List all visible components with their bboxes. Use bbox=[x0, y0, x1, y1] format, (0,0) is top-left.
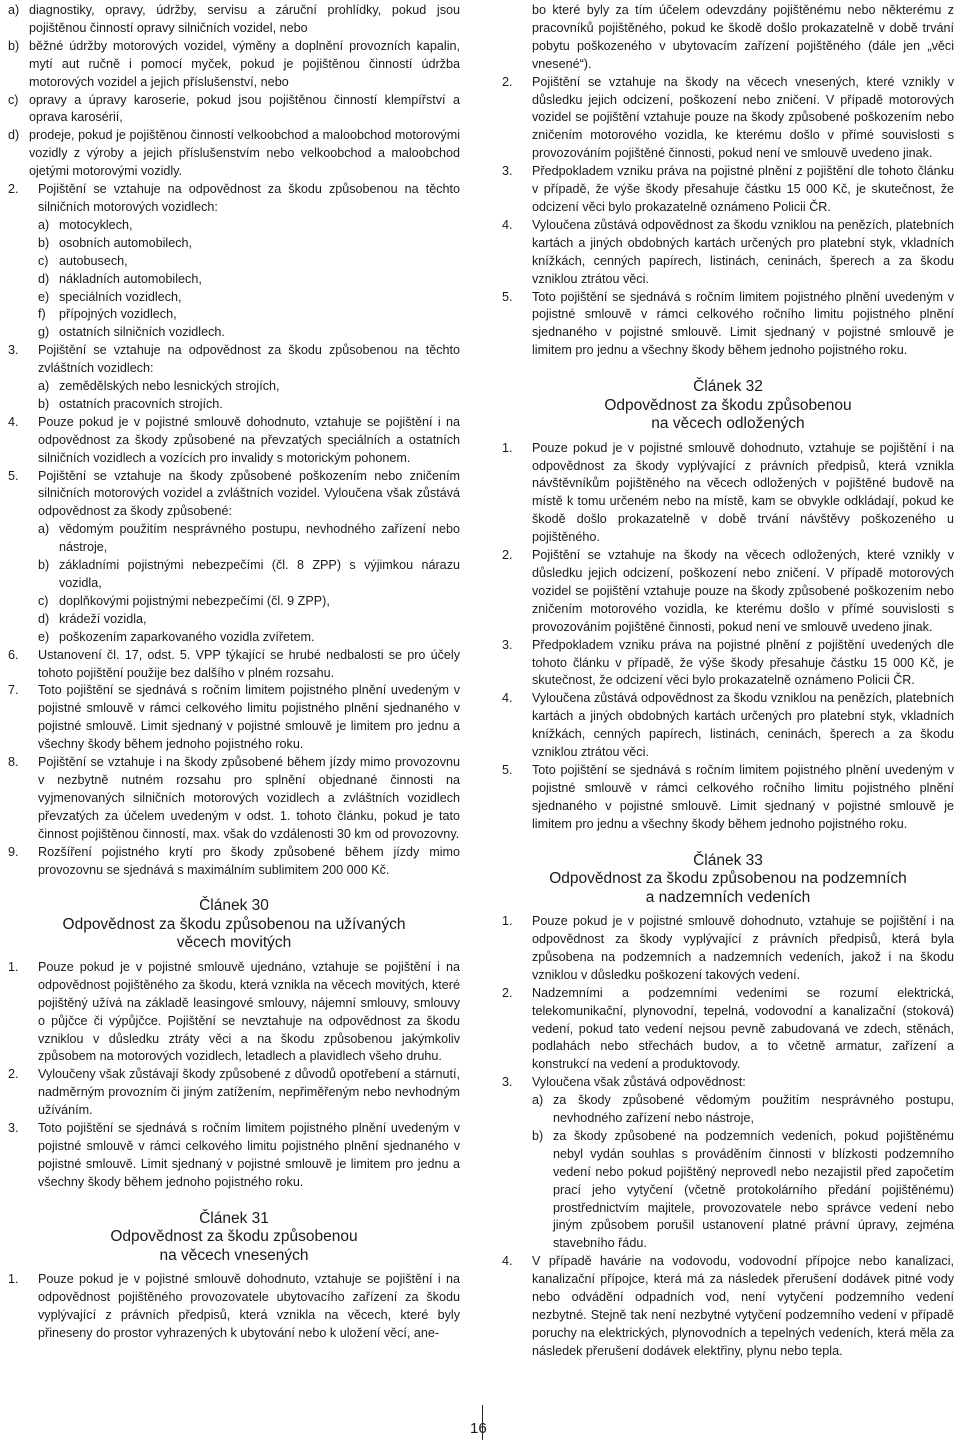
article-subtitle: Odpovědnost za škodu způsobenou na užívaných bbox=[62, 915, 406, 933]
article-31-items bbox=[8, 1271, 460, 1343]
paragraph-text: V případě havárie na vodovodu, vodovodní přípojce nebo kanalizaci, kanalizační přípojce, která má za následek přerušení dodávek pitné vody nebo odvádění odpadních vod, není vytyčení podzemního vedení nezbytné. Stejně tak není nezbytné vytyčení podzemního vedení v případě poruchy na elektrických, plynovodních a tepelných vedeních, která měla za následek přerušení dodávek elektřiny, plynu nebo tepla. bbox=[532, 1254, 954, 1358]
paragraph-number: 5. bbox=[8, 468, 19, 483]
numbered-paragraph bbox=[8, 414, 460, 468]
paragraph-text: Vyloučena však zůstává odpovědnost: bbox=[532, 1075, 746, 1090]
paragraph-text: Toto pojištění se sjednává s ročním limitem pojistného plnění uvedeným v pojistné smlouvě v rámci celkového limitu pojistného plnění sjednaného v pojistné smlouvě. Limit sjednaný v pojistné smlouvě je limitem pro jednu a všechny škody během jednoho pojistného roku. bbox=[38, 1121, 460, 1189]
list-item: b) běžné údržby motorových vozidel, výměny a doplnění provozních kapalin, mytí aut ručně i pomocí myček, pokud je pojištěnou činností údržba motorových vozidel a jejich příslušenství, nebo bbox=[8, 38, 460, 89]
paragraph-text: Pouze pokud je v pojistné smlouvě dohodnuto, vztahuje se pojištění i na odpovědnost za škody způsobené na převzatých speciálních a ostatních silničních vozidlech a vozících pro invalidy s motorickým pohonem. bbox=[38, 414, 460, 465]
numbered-paragraph bbox=[8, 1120, 460, 1192]
list-letter: c) bbox=[38, 593, 49, 608]
list-text: doplňkovými pojistnými nebezpečími (čl. 9 ZPP), bbox=[59, 593, 330, 608]
list-item: c) opravy a úpravy karoserie, pokud jsou pojištěnou činností klempířství a oprava karosérií, bbox=[8, 92, 460, 125]
article-subtitle: Odpovědnost za škodu způsobenou bbox=[110, 1228, 358, 1246]
list-text: základními pojistnými nebezpečími (čl. 8 ZPP) s výjimkou nárazu vozidla, bbox=[59, 558, 460, 590]
article-30-heading bbox=[8, 897, 460, 953]
paragraph-number: 1. bbox=[8, 959, 19, 974]
numbered-paragraph bbox=[502, 985, 954, 1075]
paragraph-number: 4. bbox=[502, 691, 513, 706]
article-title: Článek 33 bbox=[693, 851, 763, 869]
list-letter: c) bbox=[38, 253, 49, 268]
paragraph-text: Pouze pokud je v pojistné smlouvě ujednáno, vztahuje se pojištění i na odpovědnost pojištěného za škodu, která vznikla na věcech movitých, které pojištěný užívá na základě leasingové smlouvy, nájemní smlouvy, smlouvy o půjčce či výpůjčce. Pojištění se nevztahuje na odpovědnost za škodu vzniklou v důsledku ztráty věci a na škodu způsobenou jakýmkoliv způsobem na motorových vozidlech, letadlech a plavidlech všeho druhu. bbox=[38, 959, 460, 1064]
paragraph-number: 2. bbox=[8, 1067, 19, 1082]
list-letter: d) bbox=[38, 271, 50, 286]
list-item bbox=[38, 306, 460, 324]
article-31-items-cont bbox=[502, 74, 954, 361]
paragraph-text: Toto pojištění se sjednává s ročním limitem pojistného plnění uvedeným v pojistné smlouvě v rámci celkového ročního limitu pojistného plnění sjednaného v pojistné smlouvě. Limit sjednaný v pojistné smlouvě je limitem pro jednu a všechny škody během jednoho pojistného roku. bbox=[532, 289, 954, 358]
paragraph-number: 4. bbox=[8, 414, 19, 429]
list-text: krádeží vozidla, bbox=[59, 611, 147, 626]
paragraph-text: Rozšíření pojistného krytí pro škody způsobené během jízdy mimo provozovnu se sjednává s maximálním sublimitem 200 000 Kč. bbox=[38, 844, 460, 877]
article-title: Článek 32 bbox=[693, 378, 763, 396]
paragraph-text: Pojištění se vztahuje na odpovědnost za škodu způsobenou na těchto silničních motorových vozidlech: bbox=[38, 182, 460, 214]
list-item bbox=[38, 629, 460, 647]
paragraph-text: Pojištění se vztahuje na škody způsobené poškozením nebo zničením silničních motorových vozidel a zvláštních vozidel. Vyloučena však zůstává odpovědnost za škody způsobené: bbox=[38, 468, 460, 519]
list-letter: b) bbox=[38, 235, 50, 250]
numbered-paragraph bbox=[502, 913, 954, 985]
paragraph-text: Pojištění se vztahuje i na škody způsobené během jízdy mimo provozovnu v nezbytně nutném rozsahu pro splnění objednané činnosti na vyjmenovaných silničních motorových vozidlech a zvláštních vozidlech převzatých za účelem uvedeným v odst. 1. tohoto článku, pokud je tato činnost pojištěnou činností, max. však do vzdálenosti 30 km od provozovny. bbox=[38, 755, 460, 841]
paragraph-number: 3. bbox=[502, 1075, 513, 1090]
article-32-items bbox=[502, 440, 954, 834]
numbered-paragraph bbox=[8, 342, 460, 414]
paragraph-number: 4. bbox=[502, 1254, 513, 1269]
list-text: za škody způsobené vědomým použitím nesprávného postupu, nevhodného zařízení nebo nástroje, bbox=[553, 1093, 954, 1126]
numbered-paragraph bbox=[8, 754, 460, 844]
paragraph-number: 3. bbox=[502, 164, 513, 179]
numbered-paragraph bbox=[8, 959, 460, 1066]
list-item bbox=[38, 217, 460, 235]
continuation-paragraph: bo které byly za tím účelem odevzdány pojištěnému nebo některému z pracovníků pojištěného, pokud ke škodě došlo prokazatelně v době trvání pobytu poškozeného v ubytovacím zařízení pojištěného (dále jen „věci vnesené“). bbox=[532, 3, 954, 71]
list-letter: b) bbox=[38, 558, 50, 573]
paragraph-number: 9. bbox=[8, 844, 19, 859]
list-text: za škody způsobené na podzemních vedeních, pokud pojištěnému nebyl vydán souhlas s prováděním činnosti v blízkosti podzemního vedení nebo pokud pojištěný neprovedl nebo nezajistil před započetím prací jeho vytyčení (včetně protokolárního předání pojištěnému) prostřednictvím majitele, provozovatele nebo správce vedení nebo jiným způsobem porušil ustanovení platné právní úpravy, zejména stavebního řádu. bbox=[553, 1128, 954, 1251]
article-title: Článek 30 bbox=[199, 897, 269, 915]
list-item bbox=[38, 611, 460, 629]
list-item bbox=[38, 378, 460, 396]
paragraph-text: Toto pojištění se sjednává s ročním limitem pojistného plnění uvedeným v pojistné smlouvě v rámci celkového limitu pojistného plnění sjednaného v pojistné smlouvě. Limit sjednaný v pojistné smlouvě je limitem pro jednu a všechny škody během jednoho pojistného roku. bbox=[38, 683, 460, 752]
numbered-paragraph bbox=[502, 1074, 954, 1253]
list-item bbox=[38, 235, 460, 253]
numbered-paragraph bbox=[8, 647, 460, 683]
intro-list bbox=[8, 2, 460, 181]
numbered-paragraph bbox=[502, 289, 954, 361]
paragraph-text: Ustanovení čl. 17, odst. 5. VPP týkající se hrubé nedbalosti se pro účely tohoto pojištění použije bez dalšího v plném rozsahu. bbox=[38, 647, 460, 680]
list-text: osobních automobilech, bbox=[59, 235, 193, 250]
paragraph-number: 2. bbox=[502, 985, 513, 1000]
paragraph-number: 5. bbox=[502, 762, 513, 777]
paragraph-number: 1. bbox=[502, 440, 513, 455]
list-item bbox=[38, 253, 460, 271]
article-32-heading bbox=[502, 378, 954, 434]
numbered-paragraph bbox=[502, 163, 954, 217]
paragraph-text: Pojištění se vztahuje na škody na věcech odložených, které vznikly v důsledku jejich odcizení, poškození nebo zničení. V případě motorových vozidel se pojištění vztahuje pouze na škody způsobené poškozením nebo zničením motorového vozidla, ke kterému došlo v přímé souvislosti s provozováním pojištěné činnosti, pokud není ve smlouvě uvedeno jinak. bbox=[532, 548, 954, 634]
paragraph-text: Předpokladem vzniku práva na pojistné plnění z pojištění uvedených dle tohoto článku v případě, že výše škody přesahuje částku 15 000 Kč, je skutečnost, že odcizení věci bylo prokazatelně oznámeno Policii ČR. bbox=[532, 637, 954, 688]
list-item: d) prodeje, pokud je pojištěnou činností velkoobchod a maloobchod motorovými vozidly z výroby a jejich příslušenstvím nebo velkoobchod a maloobchod ojetými motorovými vozidly. bbox=[8, 128, 460, 179]
paragraph-number: 5. bbox=[502, 289, 513, 304]
paragraph-text: Toto pojištění se sjednává s ročním limitem pojistného plnění uvedeným v pojistné smlouvě v rámci celkového ročního limitu pojistného plnění sjednaného v pojistné smlouvě. Limit sjednaný v pojistné smlouvě je limitem pro jednu a všechny škody během jednoho pojistného roku. bbox=[532, 762, 954, 831]
numbered-paragraph bbox=[502, 1253, 954, 1360]
list-item bbox=[38, 396, 460, 414]
list-item bbox=[532, 1092, 954, 1128]
list-item bbox=[38, 289, 460, 307]
article-subtitle: na věcech odložených bbox=[651, 415, 805, 433]
article-30-items bbox=[8, 959, 460, 1192]
paragraph-text: Vyloučena zůstává odpovědnost za škodu vzniklou na penězích, platebních kartách a jiných obdobných kartách určených pro platební styk, vkladních knížkách, cenných papírech, listinách, ceninách, šperech a za škodu vzniklou ztrátou věci. bbox=[532, 217, 954, 286]
paragraph-number: 6. bbox=[8, 647, 19, 662]
paragraph-text: Pojištění se vztahuje na odpovědnost za škodu způsobenou na těchto zvláštních vozidlech: bbox=[38, 343, 460, 376]
list-text: speciálních vozidlech, bbox=[59, 289, 182, 304]
numbered-paragraph bbox=[502, 637, 954, 691]
article-subtitle: věcech movitých bbox=[176, 934, 292, 952]
list-text: zemědělských nebo lesnických strojích, bbox=[59, 379, 280, 394]
paragraph-number: 4. bbox=[502, 217, 513, 232]
paragraph-number: 2. bbox=[8, 182, 19, 197]
list-letter: b) bbox=[532, 1128, 544, 1143]
list-text: poškozením zaparkovaného vozidla zvířetem. bbox=[59, 629, 315, 644]
list-text: přípojných vozidlech, bbox=[59, 307, 177, 322]
list-text: autobusech, bbox=[59, 253, 128, 268]
list-letter: a) bbox=[38, 522, 50, 537]
article-33-items bbox=[502, 913, 954, 1361]
article-subtitle: a nadzemních vedeních bbox=[645, 888, 811, 906]
list-letter: a) bbox=[532, 1093, 544, 1108]
paragraph-text: Vyloučena zůstává odpovědnost za škodu vzniklou na penězích, platebních kartách a jiných obdobných kartách určených pro platební styk, vkladních knížkách, cenných papírech, listinách, ceninách, šperech a za škodu vzniklou ztrátou věci. bbox=[532, 691, 954, 760]
paragraph-text: Pouze pokud je v pojistné smlouvě dohodnuto, vztahuje se pojištění i na odpovědnost za škody vyplývající z právních předpisů, která vznikla návštěvníkům pojištěného na věcech odložených v pojištěné budově na místě k tomu určeném nebo na místě, kam se obvykle odkládají, pokud ke škodě došlo prokazatelně v době trvání návštěvy poškozeného u pojištěného. bbox=[532, 440, 954, 545]
list-letter: e) bbox=[38, 629, 50, 644]
numbered-paragraph bbox=[8, 682, 460, 754]
list-letter: e) bbox=[38, 289, 50, 304]
paragraph-number: 2. bbox=[502, 548, 513, 563]
list-letter: g) bbox=[38, 325, 50, 340]
numbered-paragraph bbox=[502, 217, 954, 289]
list-letter: f) bbox=[38, 307, 46, 322]
list-letter: d) bbox=[38, 611, 50, 626]
list-item bbox=[38, 271, 460, 289]
list-text: nákladních automobilech, bbox=[59, 271, 202, 286]
numbered-paragraph bbox=[8, 1066, 460, 1120]
list-text: ostatních silničních vozidlech. bbox=[59, 325, 225, 340]
page-number: 16 bbox=[470, 1420, 487, 1437]
article-29-items bbox=[8, 181, 460, 879]
list-letter: a) bbox=[38, 217, 50, 232]
paragraph-number: 3. bbox=[8, 1121, 19, 1136]
list-letter: b) bbox=[38, 396, 50, 411]
paragraph-number: 8. bbox=[8, 755, 19, 770]
numbered-paragraph bbox=[502, 690, 954, 762]
left-column bbox=[8, 2, 460, 1343]
paragraph-text: Předpokladem vzniku práva na pojistné plnění z pojištění dle tohoto článku v případě, že výše škody přesahuje částku 15 000 Kč, je skutečnost, že odcizení věci bylo prokazatelně oznámeno Policii ČR. bbox=[532, 164, 954, 214]
article-33-heading bbox=[502, 852, 954, 908]
paragraph-number: 3. bbox=[8, 343, 19, 358]
list-item bbox=[38, 557, 460, 593]
right-column bbox=[502, 2, 954, 1361]
paragraph-number: 2. bbox=[502, 74, 513, 89]
article-title: Článek 31 bbox=[199, 1209, 269, 1227]
list-text: vědomým použitím nesprávného postupu, nevhodného zařízení nebo nástroje, bbox=[59, 522, 460, 555]
list-letter: a) bbox=[38, 379, 50, 394]
paragraph-number: 1. bbox=[502, 914, 513, 929]
list-item bbox=[532, 1128, 954, 1253]
article-subtitle: na věcech vnesených bbox=[159, 1246, 309, 1264]
article-subtitle: Odpovědnost za škodu způsobenou bbox=[604, 396, 852, 414]
paragraph-text: Pojištění se vztahuje na škody na věcech vnesených, které vznikly v důsledku jejich odcizení, poškození nebo zničení. V případě motorových vozidel se pojištění vztahuje pouze na škody způsobené poškozením nebo zničením motorového vozidla, ke kterému došlo v přímé souvislosti s provozováním pojištěné činnosti, pokud není ve smlouvě uvedeno jinak. bbox=[532, 74, 954, 161]
paragraph-text: Pouze pokud je v pojistné smlouvě dohodnuto, vztahuje se pojištění i na odpovědnost pojištěného provozovatele ubytovacího zařízení za škodu vyplývající z právních předpisů, která vznikla na věcech, které byly přineseny do prostor vyhrazených k ubytování nebo k uložení věcí, ane- bbox=[38, 1272, 460, 1340]
list-text: motocyklech, bbox=[59, 217, 133, 232]
paragraph-text: Vyloučeny však zůstávají škody způsobené z důvodů opotřebení a stárnutí, nadměrným provozním či jiným zatížením, nepřiměřeným nebo nevhodným užíváním. bbox=[38, 1067, 460, 1118]
list-item bbox=[38, 593, 460, 611]
numbered-paragraph bbox=[502, 74, 954, 164]
list-item bbox=[38, 521, 460, 557]
numbered-paragraph bbox=[502, 440, 954, 547]
list-text: ostatních pracovních strojích. bbox=[59, 396, 223, 411]
list-item: a) diagnostiky, opravy, údržby, servisu a záruční prohlídky, pokud jsou pojištěnou činností opravy silničních vozidel, nebo bbox=[8, 3, 460, 35]
numbered-paragraph bbox=[8, 181, 460, 342]
paragraph-text: Nadzemními a podzemními vedeními se rozumí elektrická, telekomunikační, plynovodní, tepelná, vodovodní a kanalizační (stoková) vedení, pokud tato vedení nejsou pevně zabudovaná ve zdech, stěnách, podlahách nebo střechách budov, a to včetně armatur, zařízení a konstrukcí na vedení a produktovody. bbox=[532, 985, 954, 1072]
numbered-paragraph bbox=[502, 762, 954, 834]
paragraph-number: 1. bbox=[8, 1272, 19, 1287]
article-31-heading bbox=[8, 1210, 460, 1266]
list-item bbox=[38, 324, 460, 342]
article-subtitle: Odpovědnost za škodu způsobenou na podzemních bbox=[549, 870, 907, 888]
numbered-paragraph bbox=[502, 547, 954, 637]
paragraph-number: 7. bbox=[8, 683, 19, 698]
numbered-paragraph bbox=[8, 1271, 460, 1343]
paragraph-text: Pouze pokud je v pojistné smlouvě dohodnuto, vztahuje se pojištění i na odpovědnost za škody vyplývající z právních předpisů, která byla způsobena na podzemních a nadzemních vedeních, jakož i na škodu vzniklou v důsledku poškození takových vedení. bbox=[532, 914, 954, 982]
numbered-paragraph bbox=[8, 468, 460, 647]
paragraph-number: 3. bbox=[502, 637, 513, 652]
numbered-paragraph bbox=[8, 844, 460, 880]
